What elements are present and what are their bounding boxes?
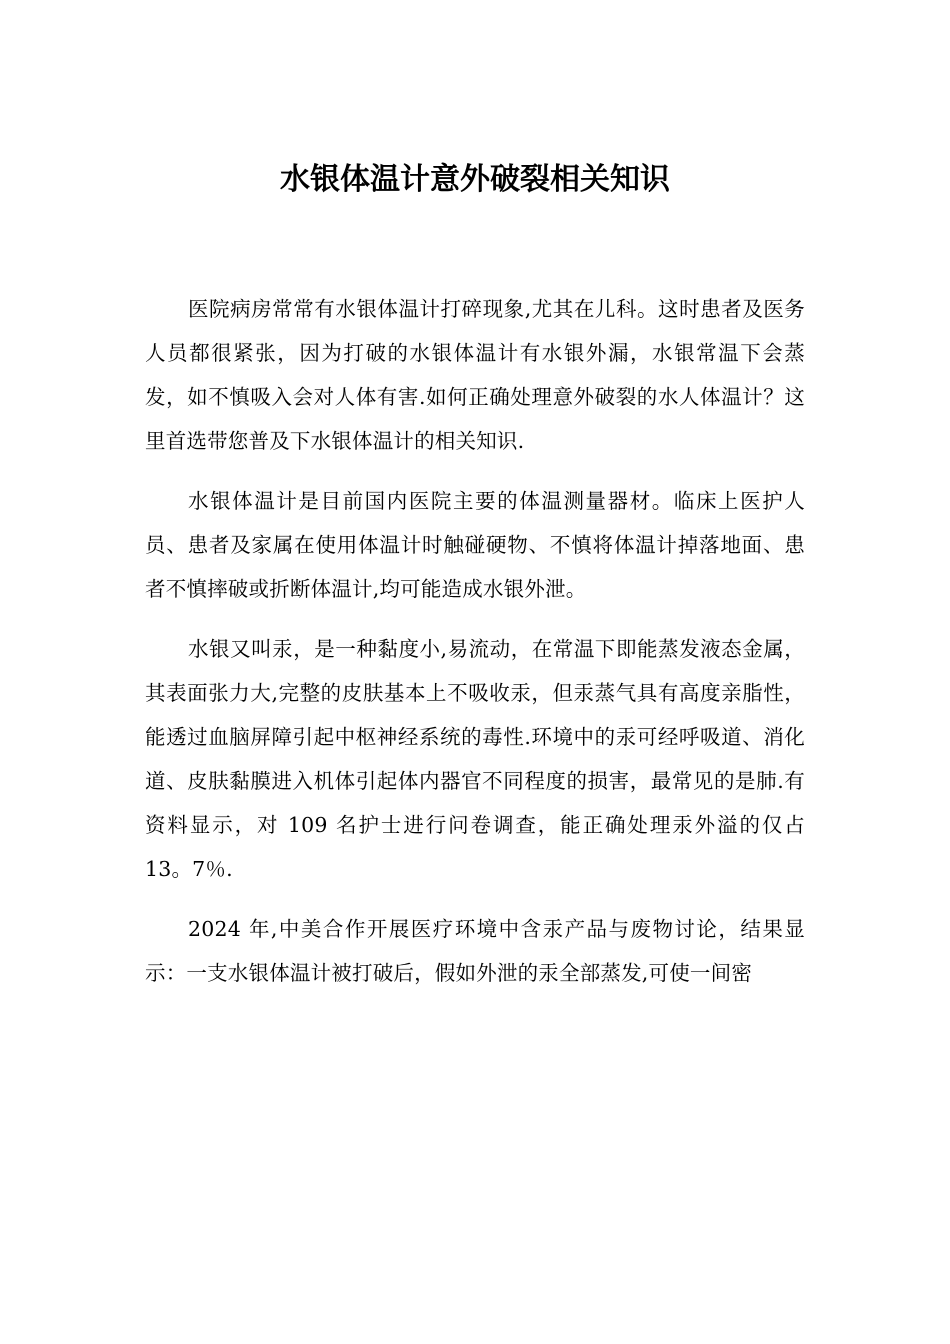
document-body (145, 287, 805, 1011)
paragraph: 水银又叫汞，是一种黏度小,易流动，在常温下即能蒸发液态金属，其表面张力大,完整的皮肤基本上不吸收汞，但汞蒸气具有高度亲脂性，能透过血脑屏障引起中枢神经系统的毒性.环境中的汞可经呼吸道、消化道、皮肤黏膜进入机体引起体内器官不同程度的损害，最常见的是肺.有资料显示，对 109 名护士进行问卷调查，能正确处理汞外溢的仅占 13。7％. (145, 637, 805, 881)
paragraph: 水银体温计是目前国内医院主要的体温测量器材。临床上医护人员、患者及家属在使用体温计时触碰硬物、不慎将体温计掉落地面、患者不慎摔破或折断体温计,均可能造成水银外泄。 (145, 489, 805, 601)
paragraph: 医院病房常常有水银体温计打碎现象,尤其在儿科。这时患者及医务人员都很紧张，因为打破的水银体温计有水银外漏，水银常温下会蒸发，如不慎吸入会对人体有害.如何正确处理意外破裂的水人体温计？这里首选带您普及下水银体温计的相关知识. (145, 297, 805, 453)
document-title: 水银体温计意外破裂相关知识 (280, 162, 670, 197)
paragraph: 2024 年,中美合作开展医疗环境中含汞产品与废物讨论，结果显示：一支水银体温计被打破后，假如外泄的汞全部蒸发,可使一间密 (145, 917, 805, 985)
